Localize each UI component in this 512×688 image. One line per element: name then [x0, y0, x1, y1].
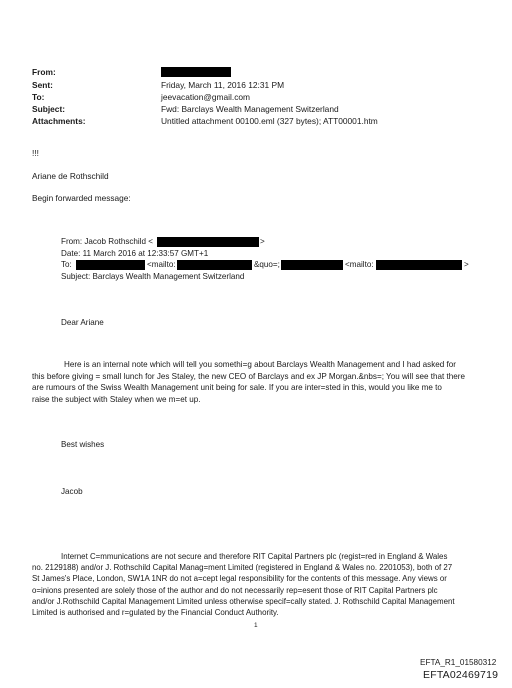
page-number: 1 [254, 622, 258, 629]
forwarded-date: Date: 11 March 2016 at 12:33:57 GMT+1 [61, 249, 209, 258]
paragraph-line: Here is an internal note which will tell you somethi=g about Barclays Wealth Management and I had asked for [64, 360, 456, 369]
from-label: From: [32, 67, 56, 77]
signature-name: Ariane de Rothschild [32, 171, 109, 181]
forwarded-quo: &quo=; [254, 260, 280, 269]
attachments-value: Untitled attachment 00100.eml (327 bytes); ATT00001.htm [161, 116, 378, 126]
subject-value: Fwd: Barclays Wealth Management Switzerland [161, 104, 339, 114]
sent-value: Friday, March 11, 2016 12:31 PM [161, 80, 285, 90]
closing: Best wishes [61, 440, 105, 449]
disclaimer-line: Limited is authorised and r=gulated by the Financial Conduct Authority. [32, 608, 279, 618]
sent-label: Sent: [32, 80, 53, 90]
sender-name: Jacob [61, 487, 83, 496]
forwarded-subject: Subject: Barclays Wealth Management Switzerland [61, 272, 245, 281]
paragraph-line: raise the subject with Staley when we m=et up. [32, 394, 201, 404]
disclaimer-line: St James's Place, London, SW1A 1NR do not a=cept legal responsibility for the contents of this message. Any views or [32, 574, 447, 584]
paragraph-line: are rumours of the Swiss Wealth Management unit being for sale. If you are inter=sted in this, would you like me to [32, 383, 442, 393]
redacted-forwarded-from [157, 237, 259, 247]
disclaimer [32, 551, 455, 618]
disclaimer-line: no. 2129188) and/or J. Rothschild Capital Manag=ment Limited (registered in England & Wales no. 2201053), both of 27 [32, 563, 453, 573]
to-value: jeevacation@gmail.com [161, 92, 251, 102]
attachments-label: Attachments: [32, 116, 86, 126]
forwarded-to-label: To: [61, 260, 72, 269]
redacted-to-4 [376, 260, 462, 270]
greeting: Dear Ariane [61, 318, 104, 327]
subject-label: Subject: [32, 104, 66, 114]
begin-forwarded-text: Begin forwarded message: [32, 193, 131, 203]
disclaimer-line: Internet C=mmunications are not secure and therefore RIT Capital Partners plc (regist=red in England & Wales [61, 552, 448, 561]
message-paragraph [32, 359, 465, 405]
forwarded-to-end: > [464, 260, 469, 269]
redacted-from [161, 67, 231, 77]
forwarded-mailto-2: <mailto: [345, 260, 374, 269]
forwarded-from-prefix: From: Jacob Rothschild < [61, 237, 153, 246]
to-label: To: [32, 92, 45, 102]
redacted-to-3 [281, 260, 343, 270]
redacted-to-1 [76, 260, 145, 270]
forwarded-from-suffix: > [260, 237, 265, 246]
disclaimer-line: and/or J.Rothschild Capital Management Limited unless otherwise specif=cally stated. J. Rothschild Capital Management [32, 596, 455, 606]
paragraph-line: this before giving = small lunch for Jes Staley, the new CEO of Barclays and ex JP Morgan.&nbs=; You will see that there [32, 371, 465, 381]
footer-id-large: EFTA02469719 [423, 669, 499, 681]
redacted-to-2 [177, 260, 252, 270]
forwarded-mailto-1: <mailto: [147, 260, 176, 269]
footer-id-small: EFTA_R1_01580312 [420, 658, 497, 667]
exclamation-text: !!! [32, 148, 39, 158]
disclaimer-line: o=inions presented are solely those of the author and do not necessarily rep=esent those of RIT Capital Partners plc [32, 585, 438, 595]
